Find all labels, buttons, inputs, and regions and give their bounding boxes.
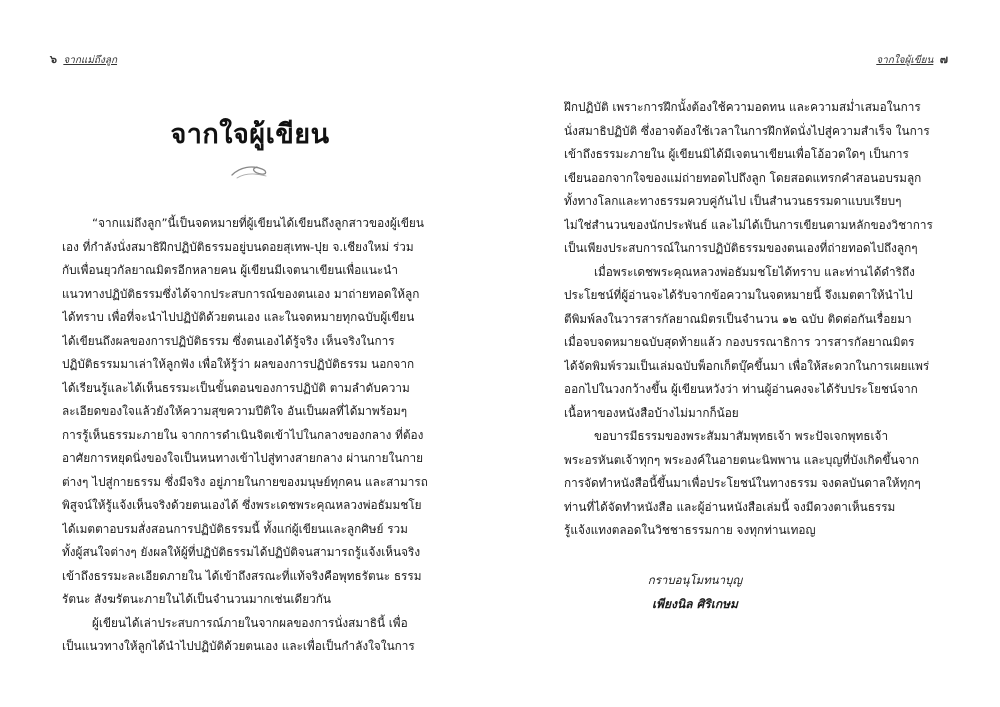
closing-phrase: กราบอนุโมทนาบุญ bbox=[647, 573, 743, 587]
paragraph-line: นั่งสมาธิปฏิบัติ ซึ่งอาจต้องใช้เวลาในการฝึกหัดนั่งไปสู่ความสำเร็จ ในการ bbox=[564, 123, 930, 138]
paragraph-line: ท่านที่ได้จัดทำหนังสือ และผู้อ่านหนังสือเล่มนี้ จงมีดวงตาเห็นธรรม bbox=[564, 499, 896, 514]
author-signature-block bbox=[640, 568, 750, 616]
paragraph-line: ขอบารมีธรรมของพระสัมมาสัมพุทธเจ้า พระปัจเจกพุทธเจ้า bbox=[594, 429, 889, 443]
paragraph-line: พระอรหันตเจ้าทุกๆ พระองค์ในอายตนะนิพพาน และบุญที่บังเกิดขึ้นจาก bbox=[564, 452, 920, 467]
paragraph-line: “จากแม่ถึงลูก”นี้เป็นจดหมายที่ผู้เขียนได้เขียนถึงลูกสาวของผู้เขียน bbox=[92, 216, 424, 230]
paragraph-line: ฝึกปฏิบัติ เพราะการฝึกนั้งต้องใช้ความอดทน และความสม่ำเสมอในการ bbox=[564, 100, 921, 114]
paragraph-line: ต่างๆ ไปสู่กายธรรม ซึ่งมีจริง อยู่ภายในกายของมนุษย์ทุกคน และสามารถ bbox=[62, 474, 428, 489]
page-number: ๗ bbox=[939, 53, 948, 66]
paragraph-line: รัตนะ สังฆรัตนะภายในได้เป็นจำนวนมากเช่นเดียวกัน bbox=[62, 592, 331, 606]
paragraph-line: ได้เมตตาอบรมสั่งสอนการปฏิบัติธรรมนี้ ทั้งแก่ผู้เขียนและลูกศิษย์ รวม bbox=[62, 521, 408, 536]
paragraph-line: เนื้อหาของหนังสือบ้างไม่มากก็น้อย bbox=[564, 405, 739, 420]
paragraph-line: เขียนออกจากใจของแม่ถ่ายทอดไปถึงลูก โดยสอดแทรกคำสอนอบรมลูก bbox=[564, 170, 922, 185]
left-page-header bbox=[50, 50, 117, 68]
paragraph-line: พิสูจน์ให้รู้แจ้งเห็นจริงด้วยตนเองได้ ซึ่งพระเดชพระคุณหลวงพ่อธัมมชโย bbox=[62, 498, 422, 512]
paragraph-line: ไม่ใช่สำนวนของนักประพันธ์ และไม่ได้เป็นการเขียนตามหลักของวิชาการ bbox=[564, 217, 933, 232]
right-page-body bbox=[564, 96, 950, 543]
right-page bbox=[500, 0, 1000, 707]
author-name: เพียงนิล ศิริเกษม bbox=[652, 597, 738, 611]
running-title: จากใจผู้เขียน bbox=[876, 55, 934, 66]
chapter-title: จากใจผู้เขียน bbox=[170, 119, 330, 150]
paragraph-line: กับเพื่อนยุวกัลยาณมิตรอีกหลายคน ผู้เขียนมีเจตนาเขียนเพื่อแนะนำ bbox=[62, 263, 398, 277]
flourish-ornament-icon bbox=[228, 160, 272, 182]
paragraph-line: ได้ทราบ เพื่อที่จะนำไปปฏิบัติด้วยตนเอง และในจดหมายทุกฉบับผู้เขียน bbox=[62, 310, 415, 324]
running-title: จากแม่ถึงลูก bbox=[63, 55, 118, 66]
paragraph-line: ปฏิบัติธรรมมาเล่าให้ลูกฟัง เพื่อให้รู้ว่า ผลของการปฏิบัติธรรม นอกจาก bbox=[62, 357, 415, 371]
paragraph-line: ทั้งทางโลกและทางธรรมควบคู่กันไป เป็นสำนวนธรรมดาแบบเรียบๆ bbox=[564, 194, 902, 208]
paragraph-line: ได้เรียนรู้และได้เห็นธรรมะเป็นขั้นตอนของการปฏิบัติ ตามลำดับความ bbox=[62, 380, 410, 395]
paragraph-line: เข้าถึงธรรมะละเอียดภายใน ได้เข้าถึงสรณะที่แท้จริงคือพุทธรัตนะ ธรรม bbox=[62, 568, 422, 583]
page-number: ๖ bbox=[50, 53, 57, 66]
paragraph-line: ออกไปในวงกว้างขึ้น ผู้เขียนหวังว่า ท่านผู้อ่านคงจะได้รับประโยชน์จาก bbox=[564, 382, 918, 396]
paragraph-line: ได้จัดพิมพ์รวมเป็นเล่มฉบับพ็อกเก็ตบุ๊คขึ้นมา เพื่อให้สะดวกในการเผยแพร่ bbox=[564, 358, 930, 373]
paragraph-line: ละเอียดของใจแล้วยังให้ความสุขความปีติใจ อันเป็นผลที่ได้มาพร้อมๆ bbox=[62, 404, 408, 418]
paragraph-line: เอง ที่กำลังนั่งสมาธิฝึกปฏิบัติธรรมอยู่บนดอยสุเทพ-ปุย จ.เชียงใหม่ ร่วม bbox=[62, 239, 414, 254]
paragraph-line: การรู้เห็นธรรมะภายใน จากการดำเนินจิตเข้าไปในกลางของกลาง ที่ต้อง bbox=[62, 427, 424, 442]
right-page-header bbox=[876, 50, 948, 68]
left-page-body bbox=[62, 212, 444, 659]
paragraph-line: เป็นเพียงประสบการณ์ในการปฏิบัติธรรมของตนเองที่ถ่ายทอดไปถึงลูกๆ bbox=[564, 241, 918, 255]
paragraph-line: เมื่อจบจดหมายฉบับสุดท้ายแล้ว กองบรรณาธิการ วารสารกัลยาณมิตร bbox=[564, 335, 915, 349]
paragraph-line: อาศัยการหยุดนิ่งของใจเป็นหนทางเข้าไปสู่ทางสายกลาง ผ่านกายในกาย bbox=[62, 451, 424, 465]
paragraph-line: ทั้งผู้สนใจต่างๆ ยังผลให้ผู้ที่ปฏิบัติธรรมได้ปฏิบัติจนสามารถรู้แจ้งเห็นจริง bbox=[62, 545, 421, 559]
paragraph-line: ตีพิมพ์ลงในวารสารกัลยาณมิตรเป็นจำนวน ๑๒ ฉบับ ติดต่อกันเรื่อยมา bbox=[564, 311, 912, 326]
paragraph-line: การจัดทำหนังสือนี้ขึ้นมาเพื่อประโยชน์ในทางธรรม จงดลบันดาลให้ทุกๆ bbox=[564, 476, 921, 490]
paragraph-line: ได้เขียนถึงผลของการปฏิบัติธรรม ซึ่งตนเองได้รู้จริง เห็นจริงในการ bbox=[62, 333, 395, 348]
paragraph-line: ผู้เขียนได้เล่าประสบการณ์ภายในจากผลของการนั่งสมาธินี้ เพื่อ bbox=[92, 615, 408, 630]
paragraph-line: แนวทางปฏิบัติธรรมซึ่งได้จากประสบการณ์ของตนเอง มาถ่ายทอดให้ลูก bbox=[62, 286, 420, 301]
paragraph-line: รู้แจ้งแทงตลอดในวิชชาธรรมกาย จงทุกท่านเทอญ bbox=[564, 523, 816, 537]
paragraph-line: เข้าถึงธรรมะภายใน ผู้เขียนมิได้มีเจตนาเขียนเพื่อโอ้อวดใดๆ เป็นการ bbox=[564, 147, 909, 161]
paragraph-line: เมื่อพระเดชพระคุณหลวงพ่อธัมมชโยได้ทราบ และท่านได้ดำริถึง bbox=[594, 264, 915, 279]
paragraph-line: เป็นแนวทางให้ลูกได้นำไปปฏิบัติด้วยตนเอง และเพื่อเป็นกำลังใจในการ bbox=[62, 639, 415, 653]
paragraph-line: ประโยชน์ที่ผู้อ่านจะได้รับจากข้อความในจดหมายนี้ จึงเมตตาให้นำไป bbox=[564, 288, 913, 302]
